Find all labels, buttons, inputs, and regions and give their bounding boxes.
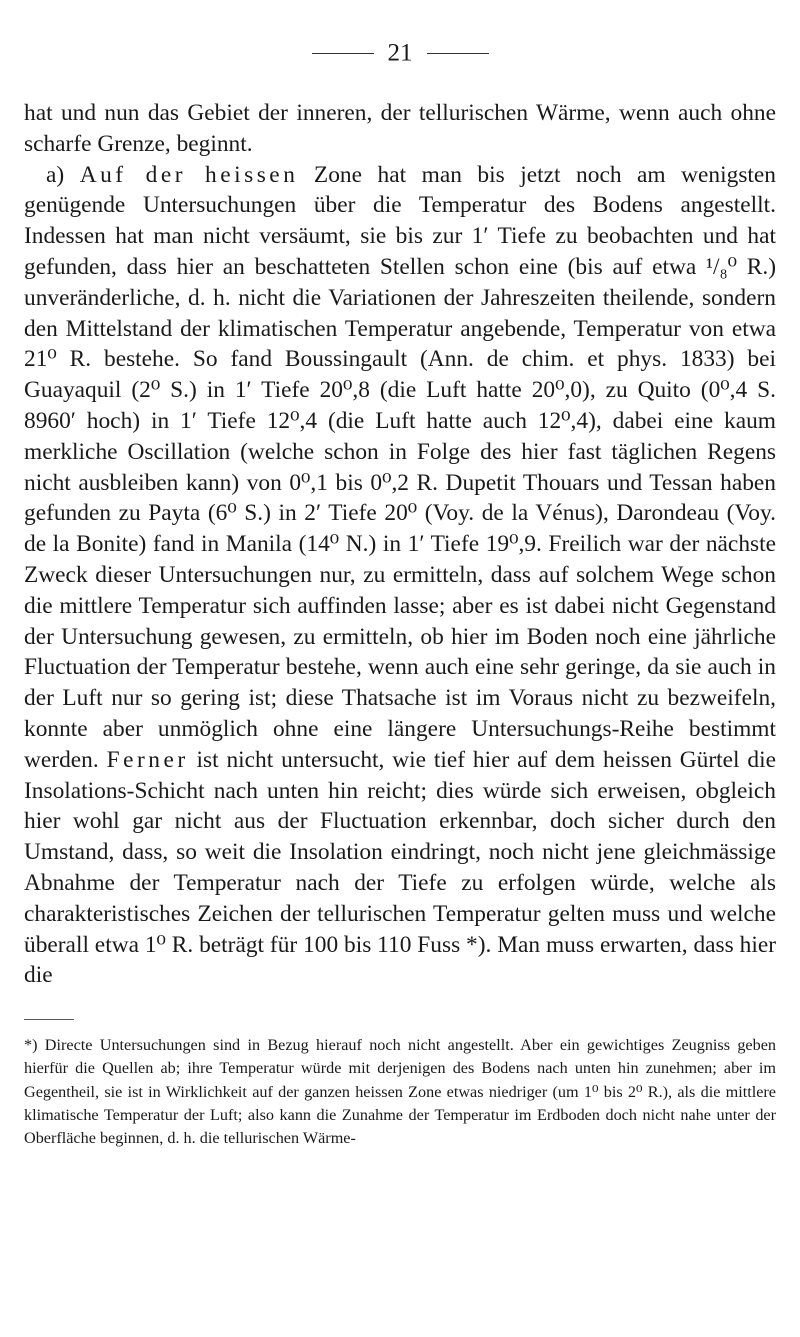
footnote-divider [24, 1019, 74, 1020]
emphasis-heissen-zone: Auf der heissen [79, 161, 299, 188]
page-number: 21 [387, 39, 413, 67]
emphasis-ferner: Ferner [106, 746, 189, 773]
paragraph-2-text-continued: ist nicht untersucht, wie tief hier auf dem heissen Gürtel die Insolations-Schicht nach unten hin reicht; dies würde sich erweisen, obgleich hier wohl gar nicht aus der Fluctuation erkennbar, doch sicher durch den Umstand, dass, so weit die Insolation eindringt, noch nicht jene gleichmässige Abnahme der Temperatur nach der Tiefe zu erfolgen würde, welche als charakteristisches Zeichen der tellurischen Temperatur gelten muss und welche überall etwa 1⁰ R. beträgt für 100 bis 110 Fuss *). Man muss erwarten, dass hier die [24, 746, 776, 989]
header-rule-right [427, 53, 489, 54]
page-header [24, 38, 776, 74]
book-page [24, 38, 776, 1150]
main-text [24, 98, 776, 991]
paragraph-2-text: Zone hat man bis jetzt noch am wenigsten genügende Untersuchungen über die Temperatur des Bodens angestellt. Indessen hat man nicht versäumt, sie bis zur 1′ Tiefe zu beobachten und hat gefunden, dass hier an beschatteten Stellen schon eine (bis auf etwa ¹/₈⁰ R.) unveränderliche, d. h. nicht die Variationen der Jahreszeiten theilende, sondern den Mittelstand der klimatischen Temperatur angebende, Temperatur von etwa 21⁰ R. bestehe. So fand Boussingault (Ann. de chim. et phys. 1833) bei Guayaquil (2⁰ S.) in 1′ Tiefe 20⁰,8 (die Luft hatte 20⁰,0), zu Quito (0⁰,4 S. 8960′ hoch) in 1′ Tiefe 12⁰,4 (die Luft hatte auch 12⁰,4), dabei eine kaum merkliche Oscillation (welche schon in Folge des hier fast täglichen Regens nicht ausbleiben kann) von 0⁰,1 bis 0⁰,2 R. Dupetit Thouars und Tessan haben gefunden zu Payta (6⁰ S.) in 2′ Tiefe 20⁰ (Voy. de la Vénus), Darondeau (Voy. de la Bonite) fand in Manila (14⁰ N.) in 1′ Tiefe 19⁰,9. Freilich war der nächste Zweck dieser Untersuchungen nur, zu ermitteln, dass auf solchem Wege schon die mittlere Temperatur sich auffinden lasse; aber es ist dabei nicht Gegenstand der Untersuchung gewesen, zu ermitteln, ob hier im Boden noch eine jährliche Fluctuation der Temperatur bestehe, wenn auch eine sehr geringe, da sie auch in der Luft nur so gering ist; diese Thatsache ist im Voraus nicht zu bezweifeln, konnte aber unmöglich ohne eine längere Untersuchungs-Reihe bestimmt werden. [24, 161, 776, 773]
paragraph-label: a) [46, 161, 65, 188]
header-rule-left [312, 53, 374, 54]
footnote: *) Directe Untersuchungen sind in Bezug hierauf noch nicht angestellt. Aber ein gewichtiges Zeugniss geben hierfür die Quellen ab; ihre Temperatur würde mit derjenigen des Bodens nach unten hin zunehmen; aber im Gegentheil, sie ist in Wirklichkeit auf der ganzen heissen Zone etwas niedriger (um 1⁰ bis 2⁰ R.), als die mittlere klimatische Temperatur der Luft; also kann die Zunahme der Temperatur im Erdboden doch nicht nahe unter der Oberfläche beginnen, d. h. die tellurischen Wärme- [24, 1036, 776, 1147]
paragraph-2 [24, 160, 776, 992]
paragraph-1: hat und nun das Gebiet der inneren, der tellurischen Wärme, wenn auch ohne scharfe Grenze, beginnt. [24, 100, 776, 157]
